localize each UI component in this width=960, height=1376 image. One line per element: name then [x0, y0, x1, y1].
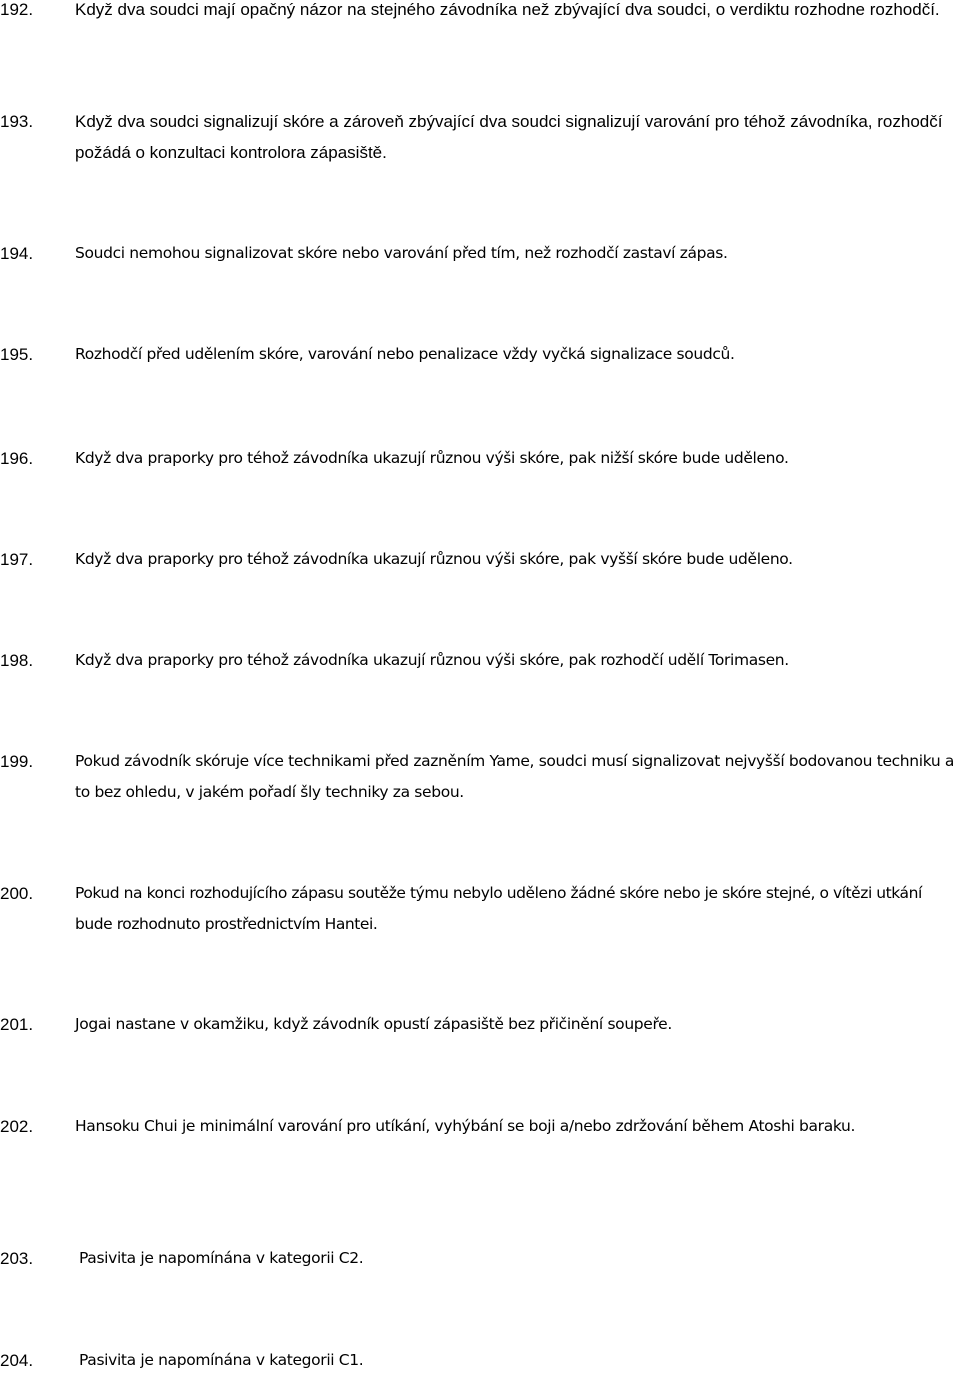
item-text: Pokud závodník skóruje více technikami před zazněním Yame, soudci musí signalizovat nejvyšší bodovanou techniku a to bez ohledu, v jakém pořadí šly techniky za sebou.: [75, 752, 955, 801]
item-number: 200.: [0, 884, 34, 903]
item-text: Soudci nemohou signalizovat skóre nebo varování před tím, než rozhodčí zastaví zápas.: [75, 244, 728, 262]
item-number: 198.: [0, 651, 34, 670]
item-text: Rozhodčí před udělením skóre, varování nebo penalizace vždy vyčká signalizace soudců.: [75, 345, 735, 363]
item-number: 197.: [0, 550, 34, 569]
item-text: Hansoku Chui je minimální varování pro utíkání, vyhýbání se boji a/nebo zdržování během Atoshi baraku.: [75, 1117, 856, 1135]
item-number: 199.: [0, 752, 34, 771]
item-number: 204.: [0, 1351, 34, 1370]
item-number: 193.: [0, 112, 34, 131]
item-number: 195.: [0, 345, 34, 364]
item-text: Když dva praporky pro téhož závodníka ukazují různou výši skóre, pak rozhodčí udělí Torimasen.: [75, 651, 789, 669]
item-number: 203.: [0, 1249, 34, 1268]
item-text: Když dva praporky pro téhož závodníka ukazují různou výši skóre, pak nižší skóre bude uděleno.: [75, 449, 789, 467]
item-text: Když dva praporky pro téhož závodníka ukazují různou výši skóre, pak vyšší skóre bude uděleno.: [75, 550, 793, 568]
item-text: Pokud na konci rozhodujícího zápasu soutěže týmu nebylo uděleno žádné skóre nebo je skóre stejné, o vítězi utkání bude rozhodnuto prostřednictvím Hantei.: [75, 884, 922, 933]
item-text: Pasivita je napomínána v kategorii C1.: [79, 1351, 364, 1369]
item-number: 192.: [0, 0, 34, 19]
item-text: Pasivita je napomínána v kategorii C2.: [79, 1249, 364, 1267]
item-number: 202.: [0, 1117, 34, 1136]
item-text: Když dva soudci signalizují skóre a zároveň zbývající dva soudci signalizují varování pro téhož závodníka, rozhodčí požádá o konzultaci kontrolora zápasiště.: [75, 112, 943, 162]
item-number: 201.: [0, 1015, 34, 1034]
item-number: 196.: [0, 449, 34, 468]
item-number: 194.: [0, 244, 34, 263]
item-text: Když dva soudci mají opačný názor na stejného závodníka než zbývající dva soudci, o verdiktu rozhodne rozhodčí.: [75, 0, 940, 19]
item-text: Jogai nastane v okamžiku, když závodník opustí zápasiště bez přičinění soupeře.: [75, 1015, 672, 1033]
